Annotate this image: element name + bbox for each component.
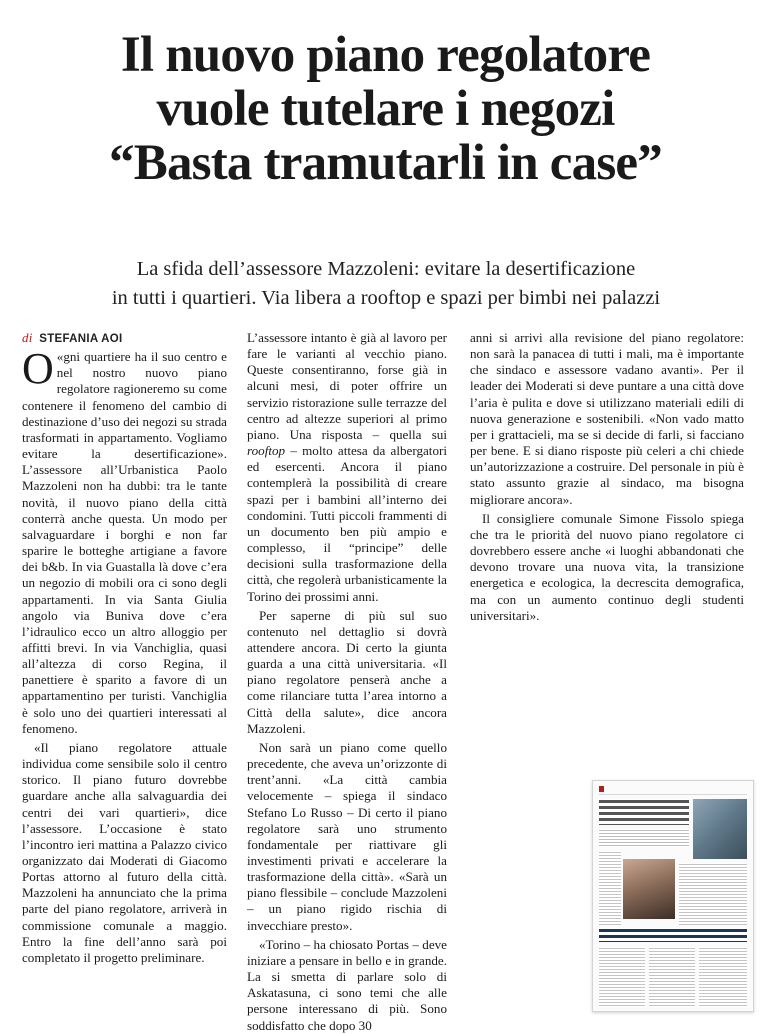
- thumbnail-photo-portrait: [623, 859, 675, 919]
- article-column-3: [470, 330, 744, 624]
- thumbnail-headline-placeholder: [599, 799, 689, 825]
- paragraph-4: Per saperne di più sul suo contenuto nel dettaglio si dovrà attendere ancora. Di certo la giunta guarda a una città universitaria. «Il piano regolatore penserà anche a come rilanciare tutta l’area intorno a Città della salute», dice ancora Mazzoleni.: [247, 607, 447, 736]
- thumbnail-text-column: [699, 947, 747, 1007]
- thumbnail-text-column: [679, 863, 747, 925]
- headline: [28, 28, 743, 190]
- article-column-2: [247, 330, 447, 1034]
- subtitle-line-2: in tutti i quartieri. Via libera a rooftop e spazi per bimbi nei palazzi: [111, 287, 661, 309]
- headline-line-3: “Basta tramutarli in case”: [109, 135, 662, 191]
- thumbnail-photo-street: [693, 799, 747, 859]
- paragraph-3-text: L’assessore intanto è già al lavoro per fare le varianti al vecchio piano. Queste consentiranno, forse già in alcuni mesi, di poter offrire un servizio ristorazione sulle terrazze del centro ad altezze superiori al primo piano. Una risposta – quella sui: [247, 330, 447, 442]
- rooftop-term: rooftop: [247, 443, 286, 459]
- thumbnail-text-column: [649, 947, 695, 1007]
- headline-line-2: vuole tutelare i negozi: [156, 81, 615, 137]
- headline-line-1: Il nuovo piano regolatore: [120, 27, 651, 83]
- thumbnail-subhead-placeholder: [599, 829, 689, 847]
- byline: [22, 330, 227, 347]
- paragraph-3-rest: – molto attesa da albergatori ed esercenti. Ancora il piano contemplerà la possibilità di creare spazi per i bambini all’interno dei condomini. Tutti piccoli frammenti di un documento ben più ampio e complesso, il “principe” delle decisioni sulla trasformazione della città, che regolerà urbanisticamente la Torino dei prossimi anni.: [247, 443, 447, 604]
- subtitle: [30, 255, 742, 313]
- subtitle-line-1: La sfida dell’assessore Mazzoleni: evitare la desertificazione: [136, 258, 636, 280]
- thumbnail-text-column: [599, 851, 621, 925]
- thumbnail-text-column: [599, 947, 645, 1007]
- paragraph-6: «Torino – ha chiosato Portas – deve iniziare a pensare in bello e in grande. La si smetta di parlare solo di Askatasuna, ci sono temi che alle persone interessano di più. Sono soddisfatto che dopo 30: [247, 936, 447, 1033]
- thumbnail-second-headline-placeholder: [599, 928, 747, 942]
- paragraph-2: «Il piano regolatore attuale individua come sensibile solo il centro storico. Il piano futuro dovrebbe guardare anche alla salvaguardia dei centri dei vari quartieri», dice l’assessore. L’occasione è stato l’incontro ieri mattina a Palazzo civico organizzato dai Moderati di Giacomo Portas attorno al futuro della città. Mazzoleni ha annunciato che la prima parte del piano regolatore, arriverà in commissione comunale a maggio. Entro la fine dell’anno sarà poi completato il progetto preliminare.: [22, 739, 227, 965]
- paragraph-7: Il consigliere comunale Simone Fissolo spiega che tra le priorità del nuovo piano regolatore ci dovrebbero essere anche «i luoghi abbandonati che devono trovare una nuova vita, la transizione energetica e ecologica, la decrescita demografica, ma con un aumento continuo degli studenti universitari».: [470, 510, 744, 623]
- page-thumbnail: [592, 780, 754, 1012]
- lead-text: gni quartiere ha il suo centro e nel nostro nuovo piano regolatore ragioneremo su come contenere il fenomeno del cambio di destinazione d’uso dei negozi su strada trasformati in appartamento. Vogliamo evitare la desertificazione». L’assessore all’Urbanistica Paolo Mazzoleni non ha dubbi: tra le tante novità, il nuovo piano della città conterrà anche questa. Un modo per salvaguardare i borghi e non far sparire le botteghe artigiane a favore dei b&b. In via Guastalla là dove c’era un negozio di mobili ora ci sono degli appartamenti. In via Santa Giulia angolo via Buniva dove c’era l’idraulico ecco un altro alloggio per affitti brevi. In via Vanchiglia, quasi all’altezza di corso Regina, il panettiere è sparito a favore di un appartamentino per turisti. Vanchiglia è solo uno dei quartieri interessati al fenomeno.: [22, 349, 227, 736]
- drop-cap: O: [22, 344, 54, 394]
- byline-prefix: di: [22, 330, 33, 345]
- thumbnail-header-bar: [599, 786, 747, 795]
- paragraph-6-continued: anni si arrivi alla revisione del piano regolatore: non sarà la panacea di tutti i mali, ma è importante che sindaco e assessore vadano avanti». Per il leader dei Moderati si deve puntare a una città dove l’aria è pulita e dove si utilizzano materiali edili di nuova generazione e sostenibili. «Non vado matto per i grattacieli, ma se si decide di farli, si facciano per bene. E si diano risposte più celeri a chi chiede un’autorizzazione a costruire. Del personale in più è stato assunto grazie al sindaco, ma bisogna migliorare ancora».: [470, 330, 744, 507]
- article-column-1: [22, 330, 227, 966]
- thumbnail-logo-mark: [599, 786, 604, 792]
- paragraph-3: [247, 330, 447, 605]
- paragraph-5: Non sarà un piano come quello precedente, che aveva un’orizzonte di trent’anni. «La città cambia velocemente – spiega il sindaco Stefano Lo Russo – Di certo il piano regolatore sarà uno strumento fondamentale per riattivare gli investimenti privati e accelerare la trasformazione della città». «Sarà un piano flessibile – conclude Mazzoleni – un piano rigido rischia di invecchiare presto».: [247, 739, 447, 933]
- lead-quote-mark: «: [56, 349, 64, 365]
- byline-author: STEFANIA AOI: [39, 333, 123, 345]
- lead-paragraph: [22, 344, 227, 737]
